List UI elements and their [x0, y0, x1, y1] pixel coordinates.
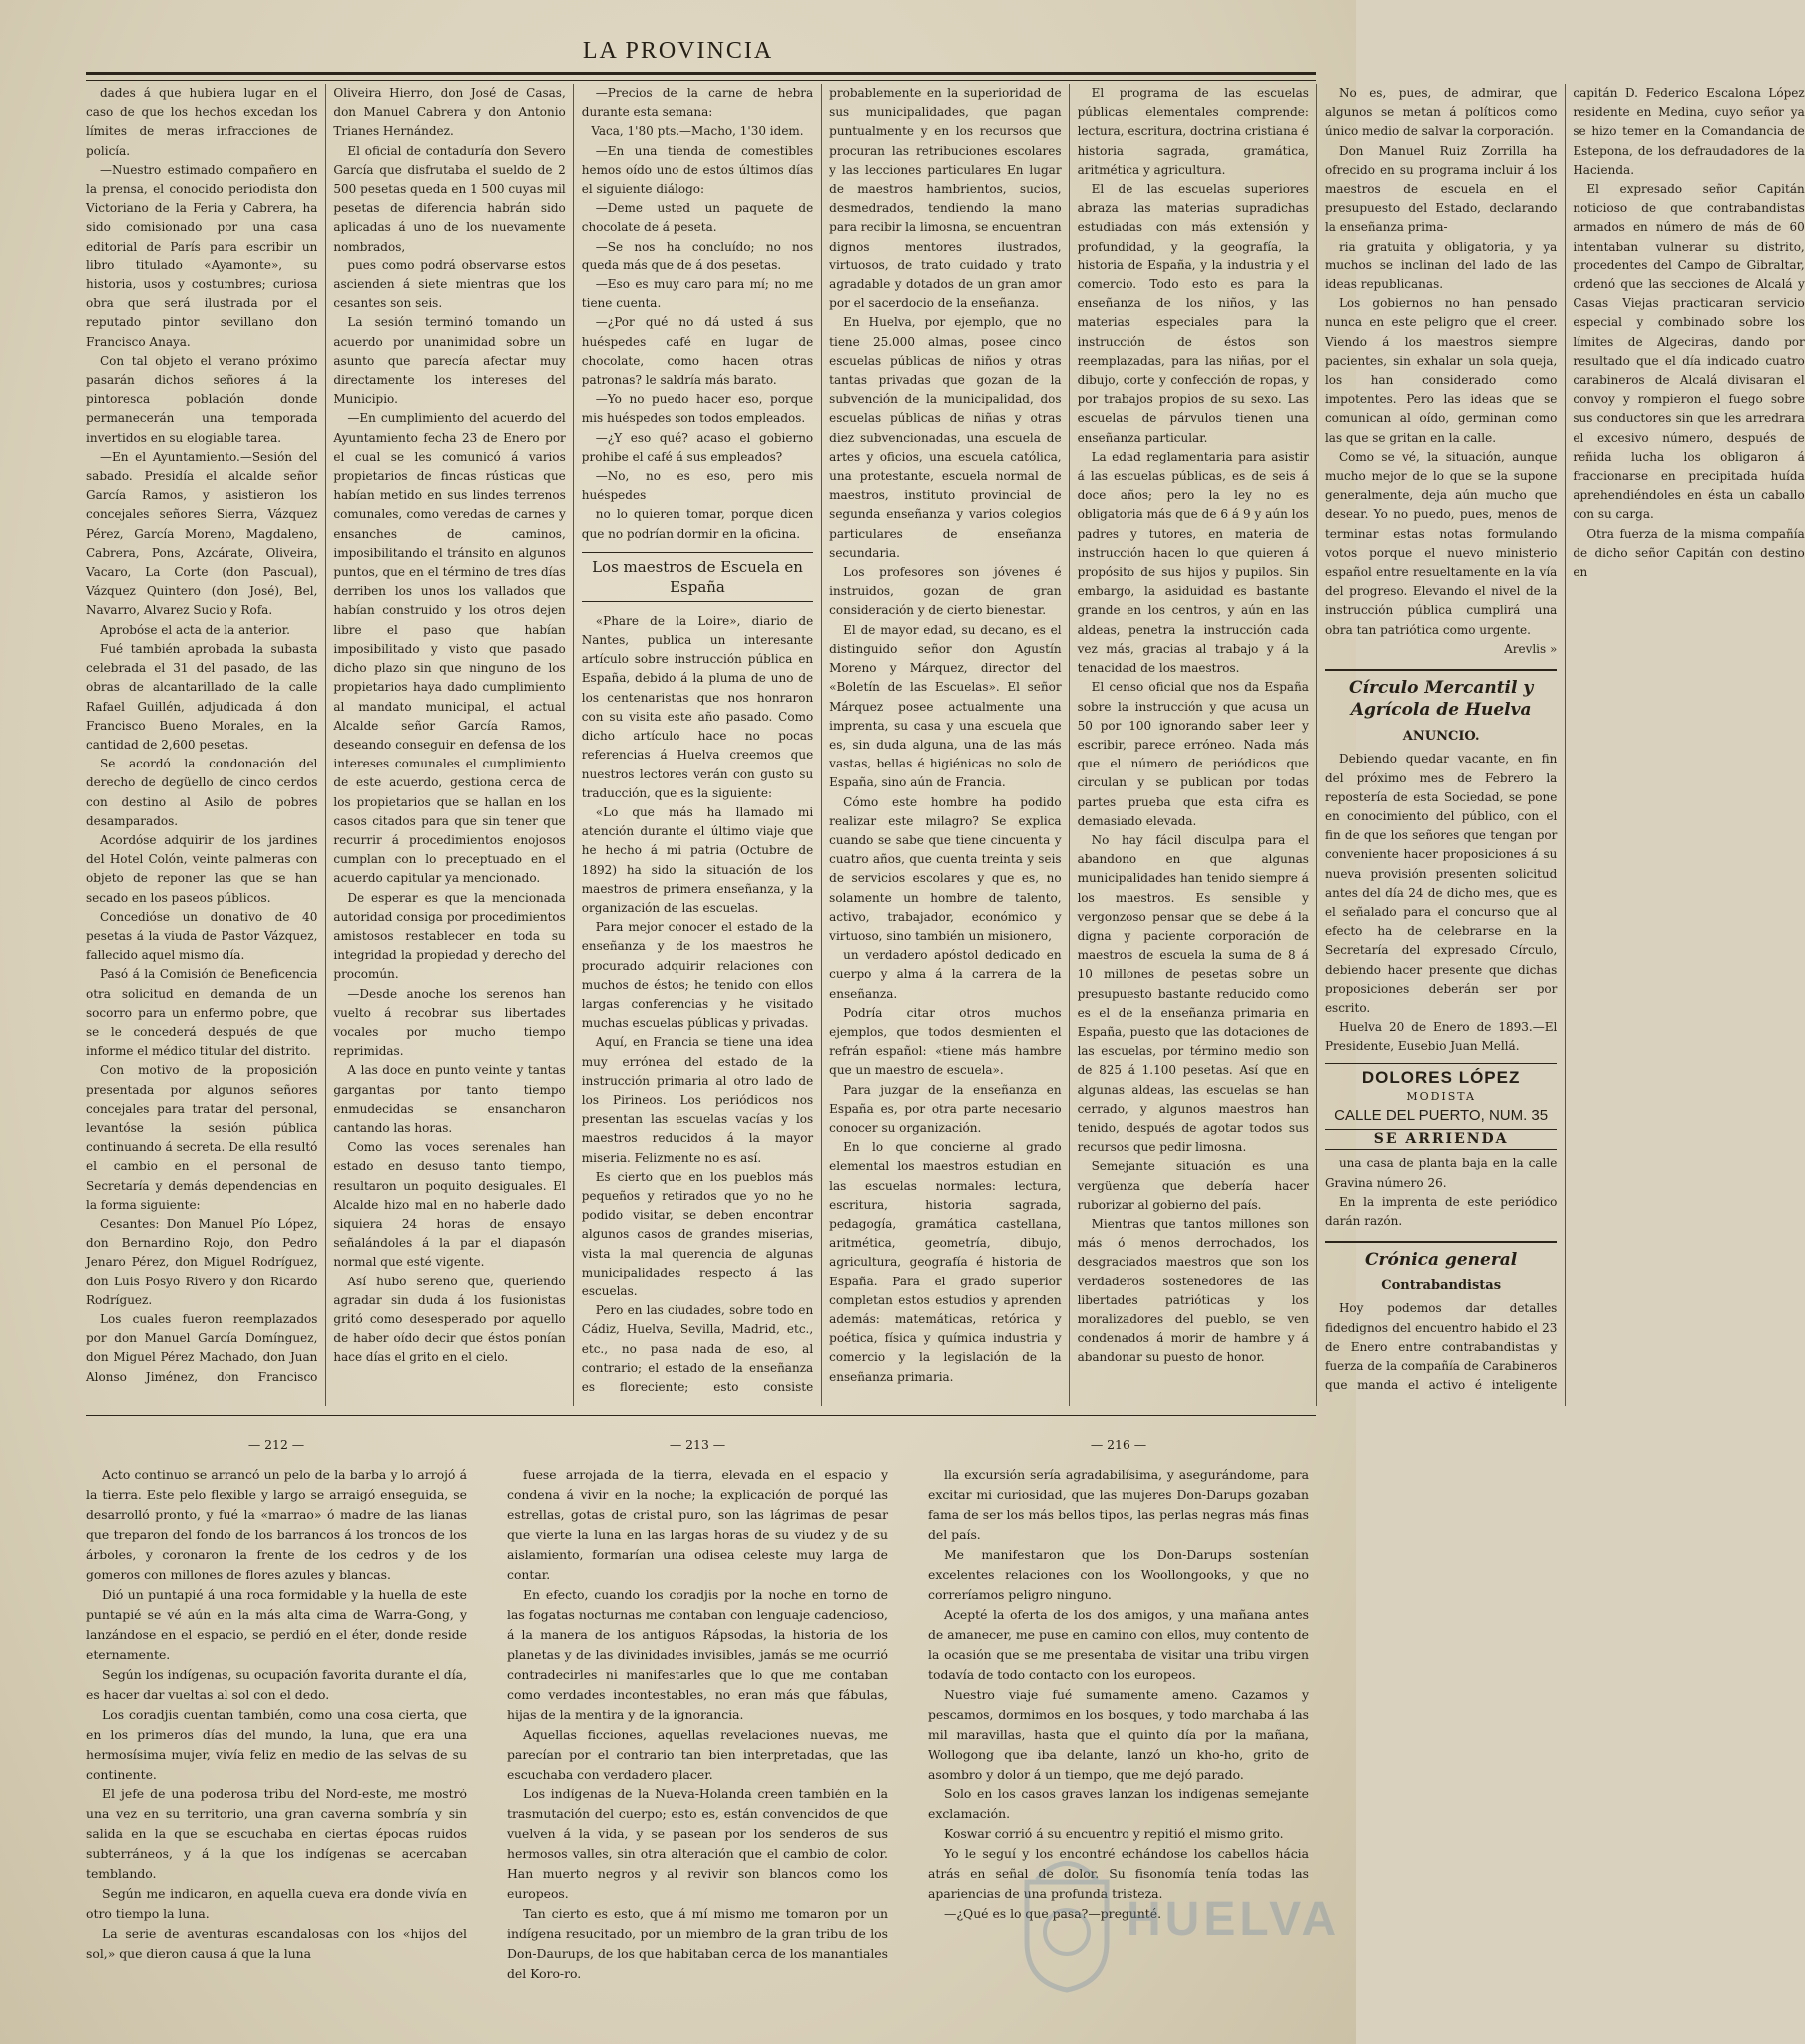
paragraph: El censo oficial que nos da España sobre la instrucción y que acusa un 50 por 100 ignorando saber leer y escribir, parece erróneo. Nada más que el número de periódicos que circulan y se publican por todas partes prueba que esta cifra es demasiado elevada. [1077, 680, 1309, 828]
paragraph: Acordóse adquirir de los jardines del Hotel Colón, veinte palmeras con objeto de reponer las que se han secado en los paseos públicos. [86, 832, 318, 905]
paragraph: —En cumplimiento del acuerdo del Ayuntamiento fecha 23 de Enero por el cual se les comunicó á varios propietarios de fincas rústicas que habían metido en sus lindes terrenos comunales, como veredas de carnes y ensanches de caminos, imposibilitando el tránsito en algunos puntos, que en el término de tres días derriben los unos los vallados que habían construido y los otros dejen libre el paso que habían imposibilitado y visto que pasado dicho plazo sin que ninguno de los propietarios haya dado cumplimiento al mandato municipal, el actual Alcalde señor García Ramos, deseando conseguir en defensa de los intereses comunales el cumplimiento de este acuerdo, gestiona cerca de los propietarios que se hallan en los casos citados para que sin tener que recurrir á procedimientos enojosos cumplan con lo preceptuado en el acuerdo capitular ya mencionado. [333, 411, 566, 886]
paragraph: Para juzgar de la enseñanza en España es, por otra parte necesario conocer su organización. [829, 1082, 1062, 1135]
section-heading: Crónica general [1325, 1241, 1557, 1271]
paragraph: —Nuestro estimado compañero en la prensa, el conocido periodista don Victoriano de la Feria y Cabrera, ha sido comisionado por una casa editorial de París para escribir un libro titulado «Ayamonte», su historia, usos y costumbres; curiosa obra que será ilustrada por el reputado pintor sevillano don Francisco Anaya. [86, 162, 318, 349]
paragraph: —¿Qué es lo que pasa?—pregunté. [944, 1906, 1162, 1921]
paragraph: —En el Ayuntamiento.—Sesión del sabado. Presidía el alcalde señor García Ramos, y asistieron los concejales señores Sierra, Vázquez Pérez, García Moreno, Magdaleno, Cabrera, Pons, Azcárate, Oliveira, Vacaro, La Corte (don Pascual), Vázquez Quintero (don José), Bel, Navarro, Alvarez Sucio y Rofa. [86, 449, 318, 618]
feuilleton-page [86, 1435, 467, 1994]
paragraph: Pasó á la Comisión de Beneficencia otra solicitud en demanda de un socorro para un enfermo pobre, que se le concederá después de que informe el médico titular del distrito. [86, 967, 318, 1059]
article-columns [86, 84, 1805, 1406]
paragraph: Me manifestaron que los Don-Darups sostenían excelentes relaciones con los Woollongooks, y que no correríamos peligro ninguno. [928, 1547, 1309, 1602]
paragraph: El de las escuelas superiores abraza las materias supradichas estudiadas con más extensión y profundidad, y la geografía, la historia de España, y la industria y el comercio. Todo esto es para la enseñanza de los niños, y las materias especiales para la instrucción de éstos son reemplazadas, para las niñas, por el dibujo, corte y confección de ropas, y por trabajos propios de su sexo. Las escuelas de párvulos tienen una enseñanza particular. [1077, 182, 1309, 445]
paragraph: Pero en las ciudades, sobre todo en Cádiz, Huelva, Sevilla, Madrid, etc., etc., no pasa nada de eso, al contrario; el estado de la enseñanza es floreciente; esto consiste probablemente en la superioridad de sus municipalidades, que pagan puntualmente y en los recursos que procuran las retribuciones escolares y las lecciones particulares En lugar de maestros hambrientos, sucios, desmedrados, tendiendo la mano para recibir la limosna, se encuentran dignos mentores ilustrados, virtuosos, de trato cuidado y trato agradable y dotados de un gran amor por el sacerdocio de la enseñanza. [581, 86, 1062, 1394]
paragraph: Podría citar otros muchos ejemplos, que todos desmienten el refrán español: «tiene más hambre que un maestro de escuela». [829, 1005, 1062, 1078]
paragraph: dades á que hubiera lugar en el caso de que los hechos excedan los límites de meras infracciones de policía. [86, 86, 318, 158]
paragraph: Solo en los casos graves lanzan los indígenas semejante exclamación. [928, 1787, 1309, 1821]
paragraph: —Eso es muy caro para mí; no me tiene cuenta. [581, 277, 814, 311]
news-subheading: Contrabandistas [1381, 1278, 1502, 1294]
notice-heading: Círculo Mercantil y Agrícola de Huelva [1325, 669, 1557, 721]
paragraph: Mientras que tantos millones son más ó menos derrochados, los desgraciados maestros que son los verdaderos sostenedores de las libertades patrióticas y los moralizadores del pueblo, se ven condenados á morir de hambre y á abandonar su puesto de honor. [1077, 1216, 1309, 1365]
paragraph: —Se nos ha concluído; no nos queda más que de á dos pesetas. [581, 239, 814, 272]
paragraph: Don Manuel Ruiz Zorrilla ha ofrecido en su programa incluir á los maestros de escuela en el presupuesto del Estado, declarando la enseñanza prima- [1324, 143, 1558, 235]
feuilleton-page [507, 1435, 888, 1994]
paragraph: Debiendo quedar vacante, en fin del próximo mes de Febrero la repostería de esta Sociedad, se pone en conocimiento del público, con el fin de que los señores que tengan por conveniente hacer proposiciones á su nueva provisión presenten solicitud antes del día 24 de dicho mes, que es el señalado para el concurso que al efecto ha de celebrarse en la Secretaría del expresado Círculo, debiendo hacer presente que dichas proposiciones deberán ser por escrito. [1324, 752, 1558, 1015]
paragraph: no lo quieren tomar, porque dicen que no podrían dormir en la oficina. [581, 507, 814, 541]
section-divider [86, 1415, 1316, 1416]
page-number: — 213 — [669, 1437, 726, 1452]
paragraph: Koswar corrió á su encuentro y repitió el mismo grito. [944, 1826, 1284, 1841]
paragraph: Otra fuerza de la misma compañía de dicho señor Capitán con destino en [1573, 526, 1805, 580]
advertisement-trade: MODISTA [1406, 1089, 1476, 1103]
paragraph: Es cierto que en los pueblos más pequeños y retirados que yo no he podido visitar, se deben encontrar algunos casos de grandes miserias, vista la mal querencia de algunas municipalidades respecto á las escuelas. [581, 1169, 814, 1298]
paragraph: Los profesores son jóvenes é instruidos, gozan de gran consideración y de cierto bienestar. [829, 565, 1062, 618]
paragraph: Aprobóse el acta de la anterior. [100, 622, 290, 637]
paragraph: No es, pues, de admirar, que algunos se metan á políticos como único medio de salvar la corporación. [1324, 86, 1558, 139]
paragraph: Yo le seguí y los encontré echándose los cabellos hácia atrás en señal de dolor. Su fisonomía tenía todas las apariencias de una profunda tristeza. [928, 1846, 1309, 1901]
paragraph: Cesantes: Don Manuel Pío López, don Bernardino Rojo, don Pedro Jenaro Pérez, don Miguel Rodríguez, don Luis Posyo Rivero y don Ricardo Rodríguez. [86, 1216, 318, 1307]
paragraph: pues como podrá observarse estos ascienden á siete mientras que los cesantes son seis. [333, 257, 566, 311]
paragraph: Para mejor conocer el estado de la enseñanza y de los maestros he procurado adquirir relaciones con muchos de éstos; he tenido con ellos largas conferencias y he visitado muchas escuelas públicas y privadas. [581, 920, 814, 1031]
paragraph: —Desde anoche los serenos han vuelto á recobrar sus libertades vocales por mucho tiempo reprimidas. [333, 986, 566, 1059]
paragraph: Los gobiernos no han pensado nunca en este peligro que el creer. Viendo á los maestros siempre pacientes, sin exhalar un sola queja, los han considerado como impotentes. Pero las ideas que se comunican al oído, germinan como las que se gritan en la calle. [1324, 296, 1558, 445]
paragraph: Con tal objeto el verano próximo pasarán dichos señores á la pintoresca población donde permanecerán una temporada invertidos en su elogiable tarea. [86, 353, 318, 445]
paragraph: —Deme usted un paquete de chocolate de á peseta. [581, 201, 814, 235]
watermark-text: HUELVA [1127, 1892, 1341, 1946]
masthead: LA PROVINCIA [582, 38, 774, 64]
paragraph: El oficial de contaduría don Severo García que disfrutaba el sueldo de 2 500 pesetas queda en 1 500 cuyas mil pesetas de diferencia habrán sido aplicadas á uno de los nuevamente nombrados, [333, 143, 566, 254]
paragraph: Los cuales fueron reemplazados por don Manuel García Domínguez, don Miguel Pérez Machado, don Juan Alonso Jiménez, don Francisco Oliveira Hierro, don José de Casas, don Manuel Cabrera y don Antonio Trianes Hernández. [86, 86, 566, 1384]
paragraph: «Lo que más ha llamado mi atención durante el último viaje que he hecho á mi patria (Octubre de 1892) ha sido la situación de los maestros de primera enseñanza, y la organización de las escuelas. [581, 804, 814, 915]
paragraph: Cómo este hombre ha podido realizar este milagro? Se explica cuando se sabe que tiene cincuenta y cuatro años, que cuenta treinta y seis de servicios escolares y que es, no solamente un hombre de talento, activo, trabajador, económico y virtuoso, sino también un misionero, [829, 794, 1062, 943]
paragraph: Los indígenas de la Nueva-Holanda creen también en la trasmutación del cuerpo; esto es, están convencidos de que vuelven á la vida, y se pasean por los senderos de sus hermosos valles, sin otra alteración que el cambio de color. Han muerto negros y al revivir son blancos como los europeos. [507, 1787, 888, 1901]
paragraph: Semejante situación es una vergüenza que debería hacer ruborizar al gobierno del país. [1077, 1159, 1309, 1212]
paragraph: En Huelva, por ejemplo, que no tiene 25.000 almas, posee cinco escuelas públicas de niños y otras tantas privadas que gozan de la subvención de la municipalidad, dos escuelas públicas de niñas y otras diez subvencionadas, una escuela de artes y oficios, una escuela católica, una protestante, escuela normal de maestros, instituto provincial de segunda enseñanza y varios colegios particulares de enseñanza secundaria. [829, 315, 1062, 560]
paragraph: La sesión terminó tomando un acuerdo por unanimidad sobre un asunto que parecía afectar muy directamente los intereses del Municipio. [333, 315, 566, 407]
article-heading: Los maestros de Escuela en España [582, 552, 813, 602]
paragraph: Aquellas ficciones, aquellas revelaciones nuevas, me parecían por el contrario tan bien interpretadas, que las escuchaba con verdadero placer. [507, 1727, 888, 1782]
paragraph: —En una tienda de comestibles hemos oído uno de estos últimos días el siguiente diálogo: [581, 143, 814, 197]
paragraph: Como se vé, la situación, aunque mucho mejor de lo que se la supone generalmente, deja aún mucho que desear. Yo no puedo, pues, menos de terminar estas notas formulando votos porque el nuevo ministerio español entre resueltamente en la vía del progreso. Elevando el nivel de la instrucción pública cumplirá una obra tan patriótica como urgente. [1324, 449, 1558, 637]
paragraph: ria gratuita y obligatoria, y ya muchos se inclinan del lado de las ideas republicanas. [1324, 239, 1558, 292]
paragraph: La serie de aventuras escandalosas con los «hijos del sol,» que dieron causa á que la luna [86, 1926, 467, 1961]
paragraph: Fué también aprobada la subasta celebrada el 31 del pasado, de las obras de alcantarillado de la calle Rafael Guillén, adjudicada á don Francisco Bueno Morales, en la cantidad de 2,600 pesetas. [86, 641, 318, 752]
paragraph: Acepté la oferta de los dos amigos, y una mañana antes de amanecer, me puse en camino con ellos, muy contento de la ocasión que se me presentaba de visitar una tribu virgen todavía de todo contacto con los europeos. [928, 1607, 1309, 1682]
paragraph: En efecto, cuando los coradjis por la noche en torno de las fogatas nocturnas me contaban con lenguaje cadencioso, á la manera de los antiguos Rápsodas, la historia de los planetas y de las divinidades invisibles, jamás se me ocurrió contradecirles ni manifestarles que lo que me contaban como verdades incontestables, no eran más que fábulas, hijas de la mentira y de la ignorancia. [507, 1587, 888, 1722]
paragraph: Aquí, en Francia se tiene una idea muy errónea del estado de la instrucción primaria al otro lado de los Pirineos. Los periódicos nos presentan las escuelas vacías y los maestros reducidos á la mayor miseria. Felizmente no es así. [581, 1035, 814, 1165]
paragraph: Dió un puntapié á una roca formidable y la huella de este puntapié se vé aún en la más alta cima de Warra-Gong, y lanzándose en el espacio, se perdió en el éter, donde reside eternamente. [86, 1587, 467, 1662]
paragraph: Los coradjis cuentan también, como una cosa cierta, que en los primeros días del mundo, la luna, que era una hermosísima mujer, vivía feliz en medio de las selvas de su continente. [86, 1707, 467, 1782]
advertisement-address: CALLE DEL PUERTO, NUM. 35 [1334, 1106, 1549, 1124]
paragraph: —Yo no puedo hacer eso, porque mis huéspedes son todos empleados. [581, 392, 814, 426]
paragraph: una casa de planta baja en la calle Gravina número 26. [1324, 1156, 1558, 1190]
masthead-rule [86, 72, 1316, 81]
paragraph: «Phare de la Loire», diario de Nantes, publica un interesante artículo sobre instrucción pública en España, debido á la pluma de uno de los centenaristas que nos honraron con su visita este año pasado. Como dicho artículo hace no pocas referencias á Huelva creemos que nuestros lectores verán con gusto su traducción, que es la siguiente: [581, 613, 814, 800]
paragraph: Huelva 20 de Enero de 1893.—El Presidente, Eusebio Juan Mellá. [1324, 1020, 1558, 1054]
paragraph: Como las voces serenales han estado en desuso tanto tiempo, resultaron un poquito desiguales. El Alcalde hizo mal en no haberle dado siquiera 24 horas de ensayo señalándoles á la par el diapasón normal que esté vigente. [333, 1140, 566, 1270]
paragraph: Según me indicaron, en aquella cueva era donde vivía en otro tiempo la luna. [86, 1886, 467, 1921]
paragraph: lla excursión sería agradabilísima, y asegurándome, para excitar mi curiosidad, que las mujeres Don-Darups gozaban fama de ser los más bellos tipos, las perlas negras más finas del país. [928, 1467, 1309, 1542]
paragraph: A las doce en punto veinte y tantas gargantas por tanto tiempo enmudecidas se ensancharon cantando las horas. [333, 1063, 566, 1135]
paragraph: Concedióse un donativo de 40 pesetas á la viuda de Pastor Vázquez, fallecido aquel mismo día. [86, 909, 318, 963]
paragraph: El expresado señor Capitán noticioso de que contrabandistas armados en número de más de 60 intentaban vulnerar su distrito, procedentes del Campo de Gibraltar, ordenó que las secciones de Alcalá y Casas Viejas practicaran servicio especial y combinado sobre los límites de Algeciras, dando por resultado que el día indicado cuatro carabineros de Alcalá divisaran el convoy y rompieron el fuego sobre sus conductores sin que les arredrara el excesivo número, después de reñida lucha los obligaron á fraccionarse en precipitada huída aprehendiéndoles en ésta un caballo con su carga. [1573, 182, 1805, 522]
library-watermark [1017, 1834, 1341, 2004]
paragraph: Tan cierto es esto, que á mí mismo me tomaron por un indígena resucitado, por un miembro de la gran tribu de los Don-Daurups, de los que habitaban cerca de los manantiales del Koro-ro. [507, 1906, 888, 1981]
paragraph: fuese arrojada de la tierra, elevada en el espacio y condena á vivir en la noche; la explicación de porqué las estrellas, gotas de cristal puro, son las lágrimas de pesar que vierte la luna en las largas horas de su viudez y de su aislamiento, formarían una odisea celeste muy larga de contar. [507, 1467, 888, 1582]
paragraph: El jefe de una poderosa tribu del Nord-este, me mostró una vez en su territorio, una gran caverna sombría y sin salida en la que se escuchaba en ciertas épocas ruidos subterráneos, y á la que los indígenas se acercaban temblando. [86, 1787, 467, 1881]
paragraph: Según los indígenas, su ocupación favorita durante el día, es hacer dar vueltas al sol con el dedo. [86, 1667, 467, 1702]
paragraph: Hoy podemos dar detalles fidedignos del encuentro habido el 23 de Enero entre contrabandistas y fuerza de la compañía de Carabineros que manda el activo é inteligente capitán D. Federico Escalona López residente en Medina, cuyo señor ya se hizo temer en la Comandancia de Estepona, de los defraudadores de la Hacienda. [1324, 86, 1805, 1393]
paragraph: El de mayor edad, su decano, es el distinguido señor don Agustín Moreno y Márquez, director del «Boletín de las Escuelas». El señor Márquez posee actualmente una imprenta, su casa y una escuela que es, sin duda alguna, una de las más vastas, bellas é higiénicas no solo de España, sino aún de Francia. [829, 622, 1062, 790]
page-number: — 212 — [247, 1437, 305, 1452]
paragraph: No hay fácil disculpa para el abandono en que algunas municipalidades han tenido siempre á los maestros. Es sensible y vergonzoso pensar que se debe á la digna y paciente corporación de maestros de escuela la suma de 8 á 10 millones de pesetas sobre un presupuesto bastante reducido como es el de la enseñanza primaria en España, puesto que las dotaciones de las escuelas, por término medio son de 825 á 1.100 pesetas. Así que en algunas aldeas, las escuelas se han cerrado, y algunos maestros han tenido, después de agotar todos sus recursos que pedir limosna. [1077, 832, 1309, 1155]
paragraph: —No, no es eso, pero mis huéspedes [581, 469, 814, 503]
paragraph: Se acordó la condonación del derecho de degüello de cinco cerdos con destino al Asilo de pobres desamparados. [86, 757, 318, 828]
paragraph: En la imprenta de este periódico darán razón. [1324, 1194, 1558, 1228]
page-number: — 216 — [1090, 1437, 1147, 1452]
paragraph: Con motivo de la proposición presentada por algunos señores concejales para tratar del personal, levantóse la sesión pública continuando á secreta. De ella resultó el cambio en el personal de Secretaría y demás dependencias en la forma siguiente: [86, 1063, 318, 1212]
notice-subheading: ANUNCIO. [1402, 729, 1480, 745]
rent-notice-heading: SE ARRIENDA [1325, 1129, 1557, 1150]
paragraph: Nuestro viaje fué sumamente ameno. Cazamos y pescamos, dormimos en los bosques, y todo marchaba á las mil maravillas, hasta que el quinto día por la mañana, Wollogong que iba delante, lanzó un kho-ho, grito de asombro y dolor á un tiempo, que me dejó parado. [928, 1687, 1309, 1782]
paragraph: En lo que concierne al grado elemental los maestros estudian en las escuelas normales: lectura, escritura, historia sagrada, pedagogía, gramática castellana, aritmética, geometría, dibujo, agricultura, geografía é historia de España. Para el grado superior completan estos estudios y aprenden además: matemáticas, retórica y poética, física y química industria y comercio y la legislación de la enseñanza primaria. [829, 1140, 1062, 1384]
advertisement-name: DOLORES LÓPEZ [1325, 1063, 1557, 1087]
paragraph: un verdadero apóstol dedicado en cuerpo y alma á la carrera de la enseñanza. [829, 948, 1062, 1001]
paragraph: De esperar es que la mencionada autoridad consiga por procedimientos amistosos restablecer en toda su integridad la propiedad y derecho del procomún. [333, 890, 566, 982]
paragraph: El programa de las escuelas públicas elementales comprende: lectura, escritura, doctrina cristiana é historia sagrada, gramática, aritmética y agricultura. [1077, 86, 1309, 177]
article-signature: Arevlis » [1504, 641, 1558, 656]
paragraph: Acto continuo se arrancó un pelo de la barba y lo arrojó á la tierra. Este pelo flexible y largo se arraigó enseguida, se desarrolló pronto, y fué la «marrao» ó madre de las lianas que treparon del fondo de los barrancos á los troncos de los árboles, y coronaron la frente de los cedros y de los gomeros con millones de flores azules y blancas. [86, 1467, 467, 1582]
paragraph: La edad reglamentaria para asistir á las escuelas públicas, es de seis á doce años; pero la ley no es obligatoria más que de 6 á 9 y aún los padres y tutores, en materia de instrucción hacen lo que quieren á propósito de sus hijos y pupilos. Sin embargo, la asiduidad es bastante grande en los centros, y aún en las aldeas, penetra la instrucción cada vez más, gracias al trabajo y á la tenacidad de los maestros. [1077, 449, 1309, 676]
paragraph: —¿Y eso qué? acaso el gobierno prohibe el café á sus empleados? [581, 430, 814, 464]
coat-of-arms-icon [1017, 1842, 1117, 1996]
paragraph: —Precios de la carne de hebra durante esta semana: [581, 86, 814, 120]
paragraph: —¿Por qué no dá usted á sus huéspedes café en lugar de chocolate, como hacen otras patronas? le saldría más barato. [581, 315, 814, 388]
paragraph: Así hubo sereno que, queriendo agradar sin duda á los fusionistas gritó como desesperado por aquello de haber oído decir que éstos ponían hace días el grito en el cielo. [333, 1274, 566, 1365]
meat-prices: Vaca, 1'80 pts.—Macho, 1'30 idem. [591, 124, 804, 139]
